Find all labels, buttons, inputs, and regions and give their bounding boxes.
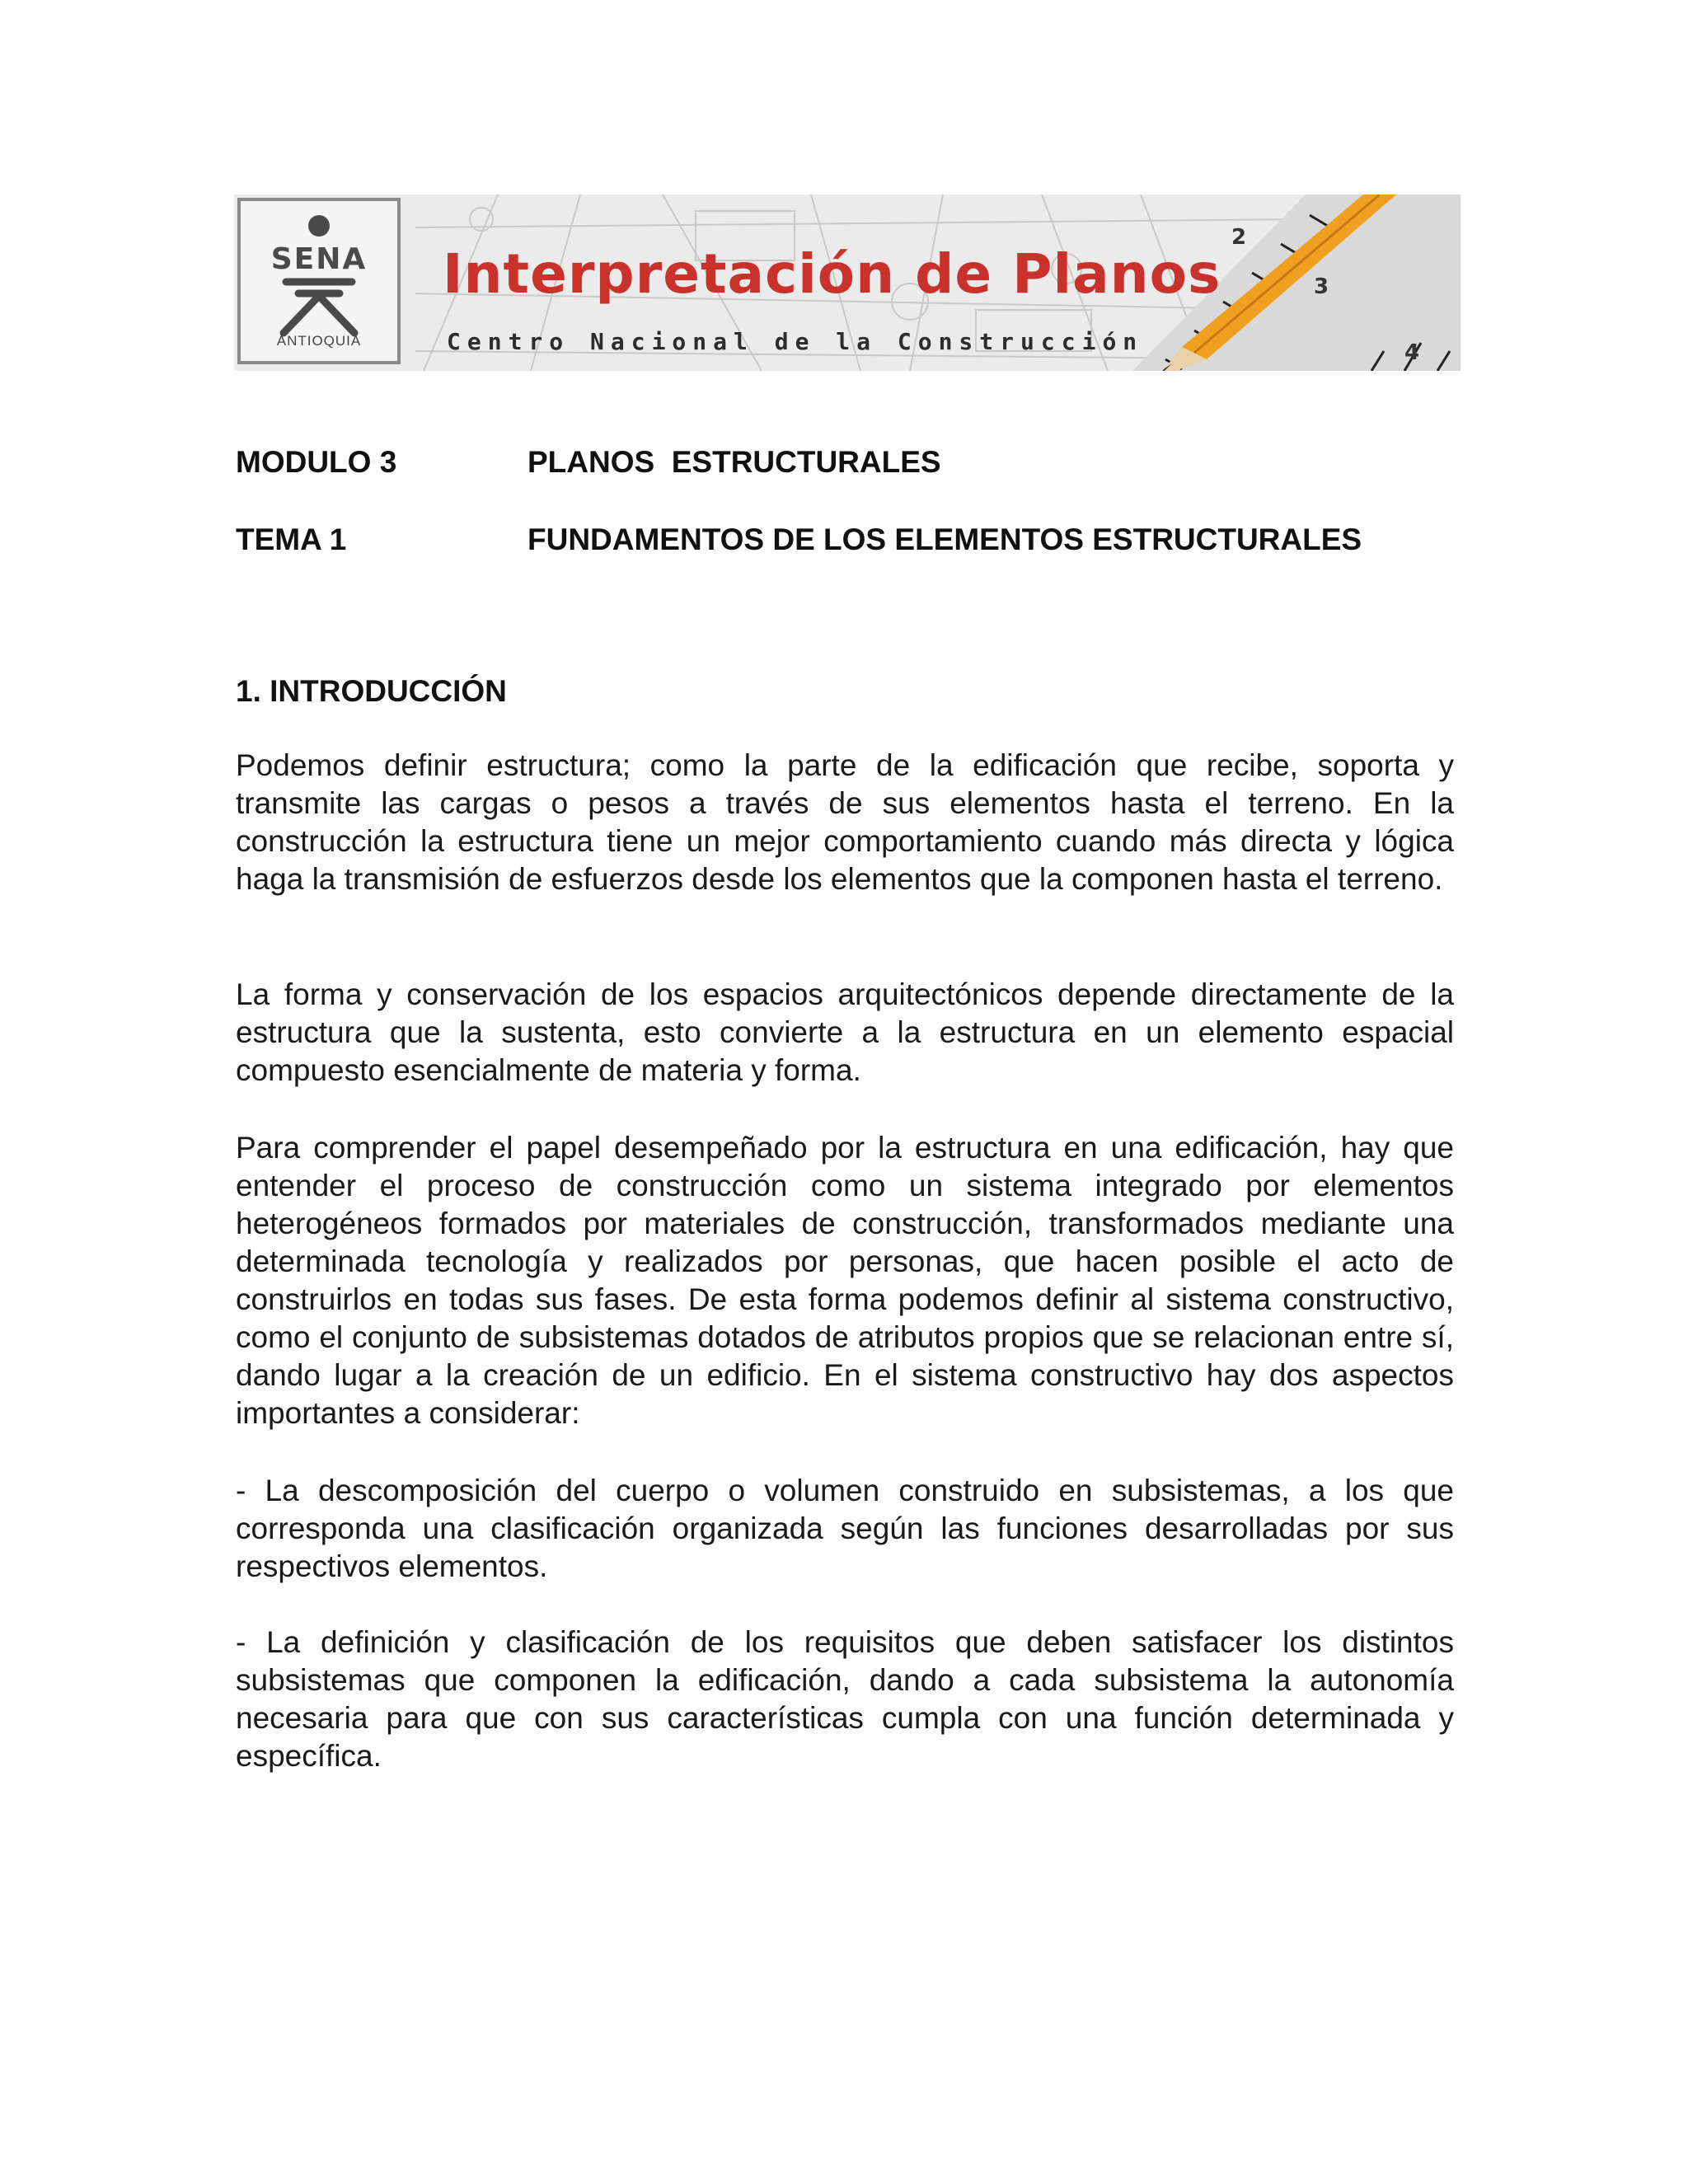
paragraph: Para comprender el papel desempeñado por la estructura en una edificación, hay que entender el proceso de construcción como un sistema integrado por elementos heterogéneos formados por materiales de construcción, transformados mediante una determinada tecnología y realizados por personas, que hacen posible el acto de construirlos en todas sus fases. De esta forma podemos definir al sistema constructivo, como el conjunto de subsistemas dotados de atributos propios que se relacionan entre sí, dando lugar a la creación de un edificio. En el sistema constructivo hay dos aspectos importantes a considerar: bbox=[236, 1131, 1454, 1430]
paragraph: Podemos definir estructura; como la parte de la edificación que recibe, soporta y transmite las cargas o pesos a través de sus elementos hasta el terreno. En la construcción la estructura tiene un mejor comportamiento cuando más directa y lógica haga la transmisión de esfuerzos desde los elementos que la componen hasta el terreno. bbox=[236, 748, 1454, 896]
course-banner bbox=[234, 194, 1461, 371]
ruler-number-4: 4 bbox=[1404, 340, 1420, 365]
topic-title: FUNDAMENTOS DE LOS ELEMENTOS ESTRUCTURALES bbox=[528, 523, 1362, 556]
topic-label: TEMA 1 bbox=[236, 523, 347, 556]
sena-logo-region: ANTIOQUIA bbox=[276, 333, 362, 349]
ruler-number-3: 3 bbox=[1314, 274, 1329, 299]
sena-logo bbox=[237, 198, 401, 364]
ruler-number-2: 2 bbox=[1231, 225, 1247, 250]
paragraph: La forma y conservación de los espacios arquitectónicos depende directamente de la estructura que la sustenta, esto convierte a la estructura en un elemento espacial compuesto esencialmente de materia y forma. bbox=[236, 977, 1454, 1087]
list-item: - La descomposición del cuerpo o volumen construido en subsistemas, a los que corresponda una clasificación organizada según las funciones desarrolladas por sus respectivos elementos. bbox=[236, 1474, 1454, 1583]
module-label: MODULO 3 bbox=[236, 445, 397, 479]
banner-title: Interpretación de Planos bbox=[443, 242, 1221, 306]
banner-subtitle: Centro Nacional de la Construcción bbox=[447, 328, 1144, 355]
section-title: 1. INTRODUCCIÓN bbox=[236, 674, 507, 708]
module-title: PLANOS ESTRUCTURALES bbox=[528, 445, 941, 479]
sena-logo-text: SENA bbox=[270, 242, 368, 276]
list-item: - La definición y clasificación de los requisitos que deben satisfacer los distintos subsistemas que componen la edificación, dando a cada subsistema la autonomía necesaria para que con sus características cumpla con una función determinada y específica. bbox=[236, 1625, 1454, 1773]
